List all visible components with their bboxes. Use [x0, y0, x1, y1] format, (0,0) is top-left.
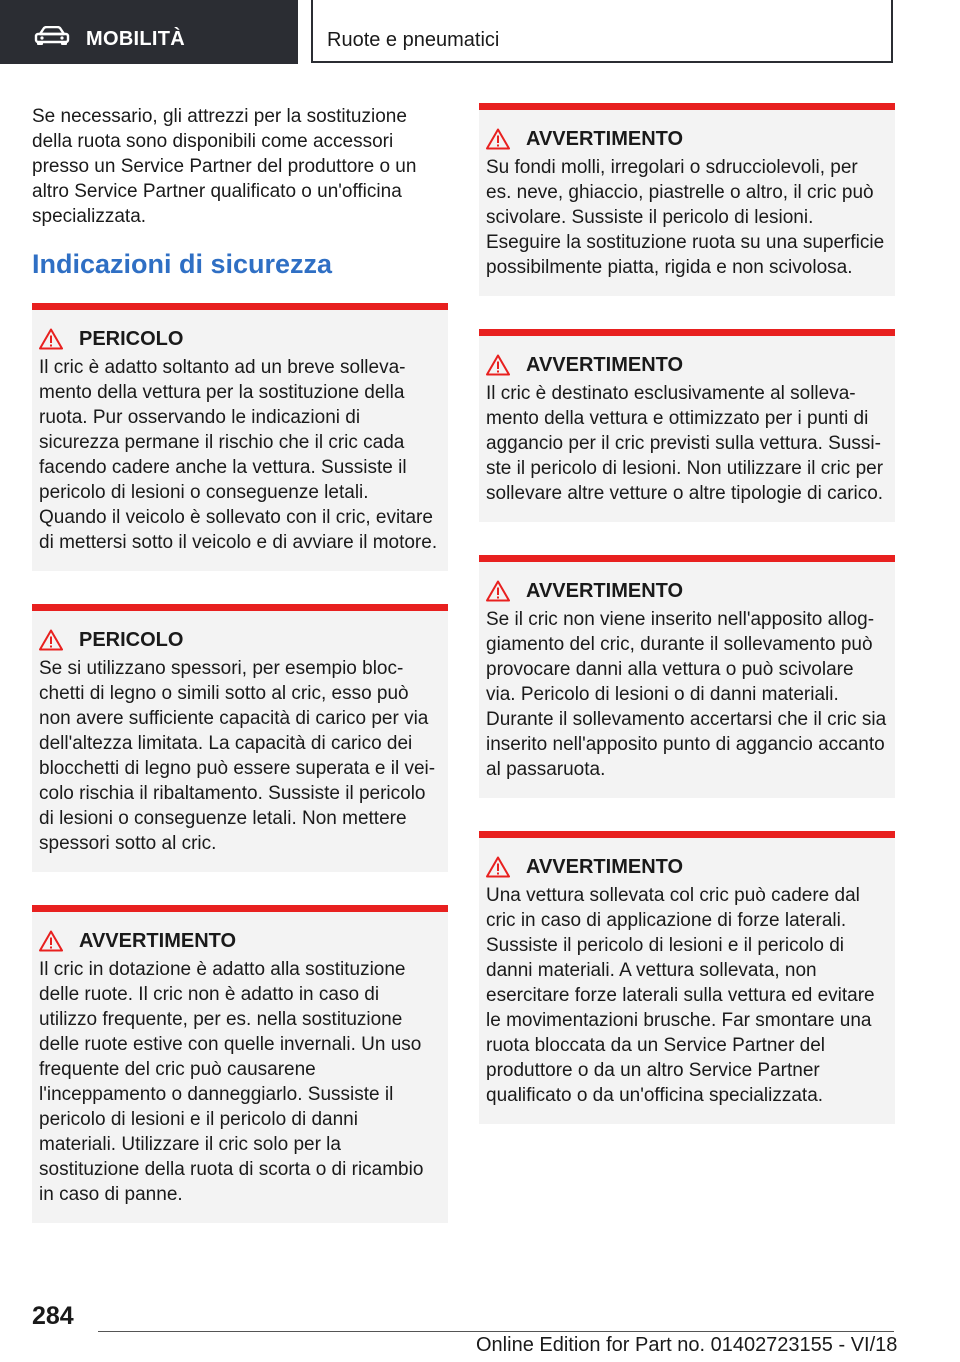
- page-number: 284: [32, 1302, 74, 1330]
- footer-divider: [98, 1331, 894, 1332]
- box-text: Il cric è destinato esclusivamente al sollevamento della vettura e ottimizzato per i punti di aggancio per il cric previsti sulla vettura. Sussiste il pericolo di lesioni. Non utilizzare il cric per sollevare altre vetture o altre tipologie di carico.: [486, 383, 884, 504]
- box-title: AVVERTIMENTO: [79, 930, 237, 952]
- box-text: Se si utilizzano spessori, per esempio blocchetti di legno o simili sotto al cric, esso può non avere sufficiente capacità di carico per via dell'altezza limitata. La capacità di carico dei blocchetti di legno può essere superata e il veicolo rischia il ribaltamento. Sussiste il pericolo di lesioni o conseguenze letali. Non mettere spessori sotto al cric.: [39, 658, 436, 854]
- box-title: AVVERTIMENTO: [526, 856, 684, 878]
- danger-box: [32, 303, 448, 571]
- box-title: AVVERTIMENTO: [526, 128, 684, 150]
- box-title: AVVERTIMENTO: [526, 354, 684, 376]
- danger-box: [32, 604, 448, 872]
- box-title: AVVERTIMENTO: [526, 580, 684, 602]
- box-title-row: [39, 628, 440, 652]
- right-column: [479, 103, 895, 1157]
- footer-edition: Online Edition for Part no. 01402723155 - VI/18: [476, 1334, 898, 1356]
- box-title-row: [486, 127, 887, 151]
- warning-box: [479, 103, 895, 296]
- warning-triangle-icon: [39, 629, 63, 651]
- car-icon: [34, 26, 70, 46]
- warning-triangle-icon: [486, 580, 510, 602]
- warning-triangle-icon: [39, 930, 63, 952]
- box-text: Una vettura sollevata col cric può cadere dal cric in caso di applicazione di forze laterali. Sussiste il pericolo di lesioni e il pericolo di danni materiali. A vettura sollevata, non esercitare forze laterali sulla vettura ed evitare le movimentazioni brusche. Far smontare una ruota bloccata da un Service Partner del produttore o da un altro Service Partner qualificato o da un'officina specializzata.: [486, 885, 875, 1106]
- intro-paragraph: Se necessario, gli attrezzi per la sostituzione della ruota sono disponibili come accessori presso un Service Partner del produttore o un altro Service Partner qualificato o un'officina specializzata.: [32, 106, 417, 227]
- warning-box: [479, 555, 895, 798]
- section-title: MOBILITÀ: [86, 28, 186, 50]
- header-section-tab: [0, 0, 298, 64]
- warning-box: [479, 831, 895, 1124]
- box-text: Il cric è adatto soltanto ad un breve sollevamento della vettura per la sostituzione della ruota. Pur osservando le indicazioni di sicurezza permane il rischio che il cric cada facendo cadere anche la vettura. Sussiste il pericolo di lesioni o conseguenze letali. Quando il veicolo è sollevato con il cric, evitare di mettersi sotto il veicolo e di avviare il motore.: [39, 357, 438, 553]
- section-heading: Indicazioni di sicurezza: [32, 249, 333, 279]
- box-text: Se il cric non viene inserito nell'apposito alloggiamento del cric, durante il sollevamento può provocare danni alla vettura o può scivolare via. Pericolo di lesioni o di danni materiali. Durante il sollevamento accertarsi che il cric sia inserito nell'apposito punto di aggancio accanto al passaruota.: [486, 609, 887, 780]
- box-title-row: [486, 579, 887, 603]
- box-title-row: [486, 353, 887, 377]
- box-title-row: [486, 855, 887, 879]
- box-title: PERICOLO: [79, 629, 184, 651]
- warning-triangle-icon: [486, 856, 510, 878]
- left-column: [32, 104, 448, 1256]
- warning-triangle-icon: [486, 354, 510, 376]
- box-text: Il cric in dotazione è adatto alla sostituzione delle ruote. Il cric non è adatto in caso di utilizzo frequente, per es. nella sostituzione delle ruote estive con quelle invernali. Un uso frequente del cric può causarene l'inceppamento o danneggiarlo. Sussiste il pericolo di lesioni e il pericolo di danni materiali. Utilizzare il cric solo per la sostituzione della ruota di scorta o di ricambio in caso di panne.: [39, 959, 424, 1205]
- warning-box: [479, 329, 895, 522]
- chapter-header: [311, 0, 893, 63]
- chapter-title: Ruote e pneumatici: [327, 29, 500, 51]
- box-title-row: [39, 327, 440, 351]
- box-text: Su fondi molli, irregolari o sdrucciolevoli, per es. neve, ghiaccio, piastrelle o altro, il cric può scivolare. Sussiste il pericolo di lesioni. Eseguire la sostituzione ruota su una superficie possibilmente piatta, rigida e non scivolosa.: [486, 157, 885, 278]
- box-title-row: [39, 929, 440, 953]
- warning-box: [32, 905, 448, 1223]
- box-title: PERICOLO: [79, 328, 184, 350]
- warning-triangle-icon: [39, 328, 63, 350]
- warning-triangle-icon: [486, 128, 510, 150]
